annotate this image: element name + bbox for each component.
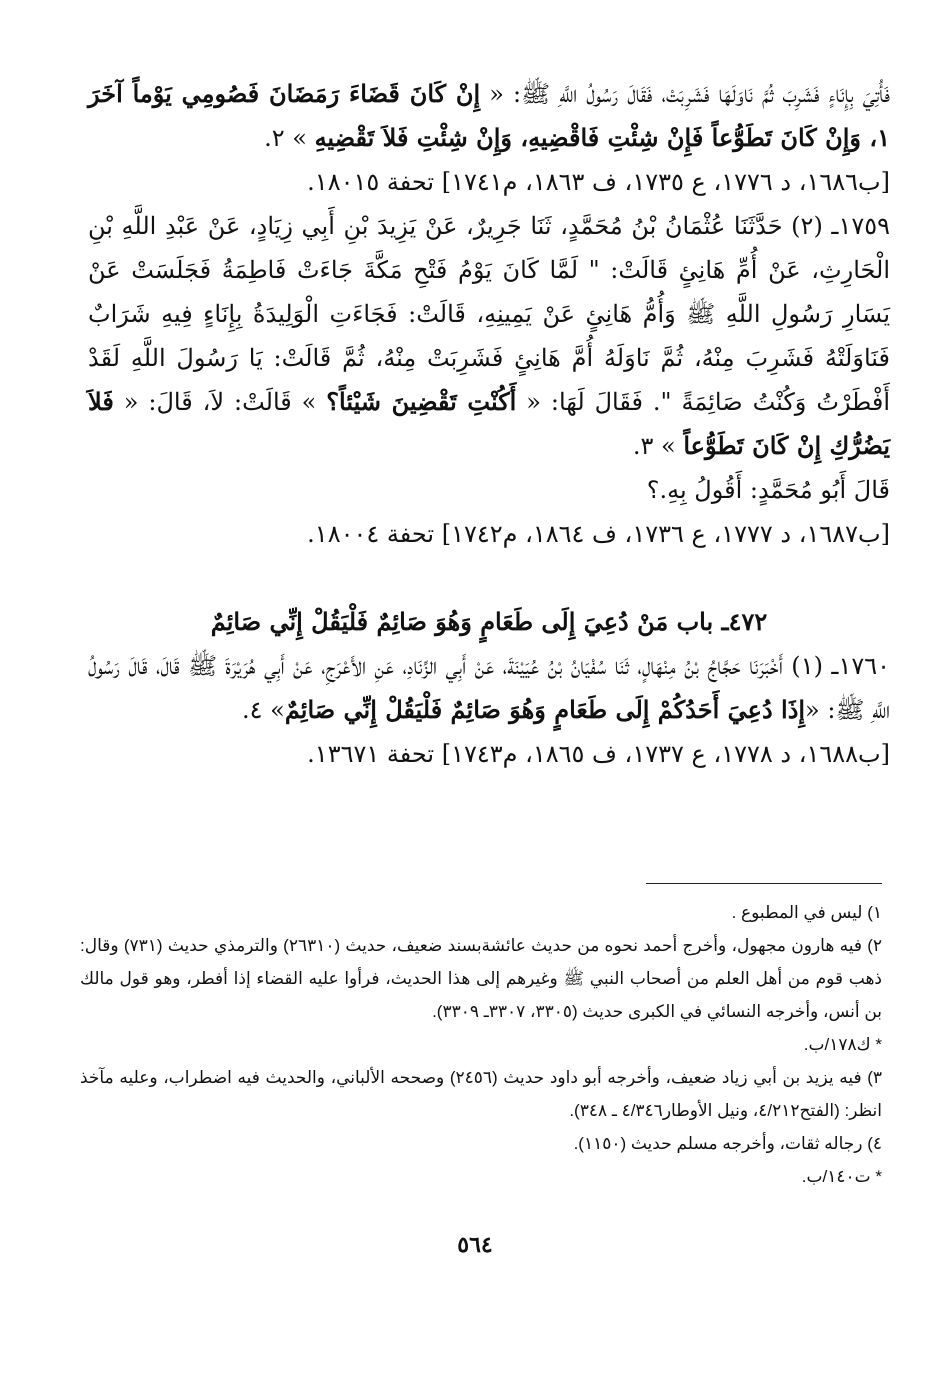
narration-text: ١٧٥٩ـ (٢) حَدَّثَنَا عُثْمَانُ بْنُ مُحَمَّدٍ، ثَنَا جَرِيرٌ، عَنْ يَزِيدَ بْنِ أَبِي زِيَادٍ، عَنْ عَبْدِ اللَّهِ بْنِ الْحَارِثِ، عَنْ أُمِّ هَانِئٍ قَالَتْ: " لَمَّا كَانَ يَوْمُ فَتْحِ مَكَّةَ جَاءَتْ فَاطِمَةُ فَجَلَسَتْ عَنْ يَسَارِ رَسُولِ اللَّهِ ﷺ وَأُمُّ هَانِئٍ عَنْ يَمِينِهِ، قَالَتْ: فَجَاءَتِ الْوَلِيدَةُ بِإِنَاءٍ فِيهِ شَرَابٌ فَنَاوَلَتْهُ فَشَرِبَ مِنْهُ، ثُمَّ نَاوَلَهُ أُمَّ هَانِئٍ فَشَرِبَتْ مِنْهُ، ثُمَّ قَالَتْ: يَا رَسُولَ اللَّهِ لَقَدْ أَفْطَرْتُ وَكُنْتُ صَائِمَةً ". فَقَالَ لَهَا: «: [88, 212, 890, 416]
prophet-quote: إِنْ كَانَ قَضَاءَ رَمَضَانَ فَصُومِي يَوْماً آخَرَ ١، وَإِنْ كَانَ تَطَوُّعاً فَإِنْ شِئْتِ فَاقْضِيهِ، وَإِنْ شِئْتِ فَلاَ تَقْضِيهِ: [88, 79, 890, 152]
author-comment: قَالَ أَبُو مُحَمَّدٍ: أَقُولُ بِهِ.؟: [646, 476, 890, 504]
footnotes: [80, 896, 882, 1193]
cross-reference: [ب١٦٨٦، د ١٧٧٦، ع ١٧٣٥، ف ١٨٦٣، م١٧٤١] تحفة ١٨٠١٥.: [307, 168, 890, 196]
footnote: ١) ليس في المطبوع .: [731, 903, 882, 922]
page-number: ٥٦٤: [457, 1232, 493, 1257]
hadith-1758-continuation: [88, 72, 890, 160]
footnote: ٤) رجاله ثقات، وأخرجه مسلم حديث (١١٥٠).: [573, 1134, 882, 1153]
cross-reference: [ب١٦٨٧، د ١٧٧٧، ع ١٧٣٦، ف ١٨٦٤، م١٧٤٢] تحفة ١٨٠٠٤.: [307, 520, 890, 548]
narration-text: » قَالَتْ: لاَ، قَالَ: «: [113, 388, 327, 416]
prophet-quote: إِذَا دُعِيَ أَحَدُكُمْ إِلَى طَعَامٍ وَهُوَ صَائِمٌ فَلْيَقُلْ إِنِّي صَائِمٌ: [284, 695, 806, 724]
narration-text: ١٧٦٠ـ (١) أَخْبَرَنَا حَجَّاجُ بْنُ مِنْهَالٍ، ثَنَا سُفْيَانُ بْنُ عُيَيْنَةَ، عَنْ أَبِي الزِّنَادِ، عَنِ الأَعْرَجِ، عَنْ أَبِي هُرَيْرَةَ ﷺ قَالَ، قَالَ رَسُولُ اللَّهِ ﷺ: «: [88, 652, 890, 724]
narration-text: » ٤.: [241, 696, 285, 724]
cross-reference: [ب١٦٨٨، د ١٧٧٨، ع ١٧٣٧، ف ١٨٦٥، م١٧٤٣] تحفة ١٣٦٧١.: [307, 740, 890, 768]
footnote: ٢) فيه هارون مجهول، وأخرج أحمد نحوه من حديث عائشةبسند ضعيف، حديث (٢٦٣١٠) والترمذي حديث (٧٣١) وقال: ذهب قوم من أهل العلم من أصحاب النبي ﷺ وغيرهم إلى هذا الحديث، فرأوا عليه القضاء إذا أفطر، وهو قول مالك بن أنس، وأخرجه النسائي في الكبرى حديث (٣٣٠٥، ٣٣٠٧ـ ٣٣٠٩).: [80, 936, 882, 1021]
main-text: [88, 72, 890, 776]
narration-text: » ٢.: [264, 124, 315, 152]
folio-marker: * ك١٧٨/ب.: [803, 1035, 882, 1054]
folio-marker: * ت١٤٠/ب.: [801, 1167, 882, 1186]
prophet-quote: فَلاَ يَضُرُّكِ إِنْ كَانَ تَطَوُّعاً: [88, 387, 890, 460]
hadith-1760: [88, 644, 890, 732]
footnote-divider: [646, 883, 882, 884]
narration-text: » ٣.: [632, 432, 684, 460]
hadith-1759: [88, 204, 890, 468]
narration-text: فَأُتِيَ بِإِنَاءٍ فَشَرِبَ ثُمَّ نَاوَلَهَا فَشَرِبَتْ، فَقَالَ رَسُولُ اللَّهِ ﷺ: «: [480, 80, 890, 108]
chapter-title: ٤٧٢ـ باب مَنْ دُعِيَ إِلَى طَعَامٍ وَهُوَ صَائِمٌ فَلْيَقُلْ إِنِّي صَائِمٌ: [210, 607, 768, 636]
footnote: ٣) فيه يزيد بن أبي زياد ضعيف، وأخرجه أبو داود حديث (٢٤٥٦) وصححه الألباني، والحديث فيه اضطراب، وعليه مآخذ انظر: (الفتح٤/٢١٢، ونيل الأوطار٤/٣٤٦ ـ ٣٤٨).: [80, 1068, 882, 1120]
prophet-quote: أَكُنْتِ تَقْضِينَ شَيْئاً؟: [326, 387, 517, 416]
